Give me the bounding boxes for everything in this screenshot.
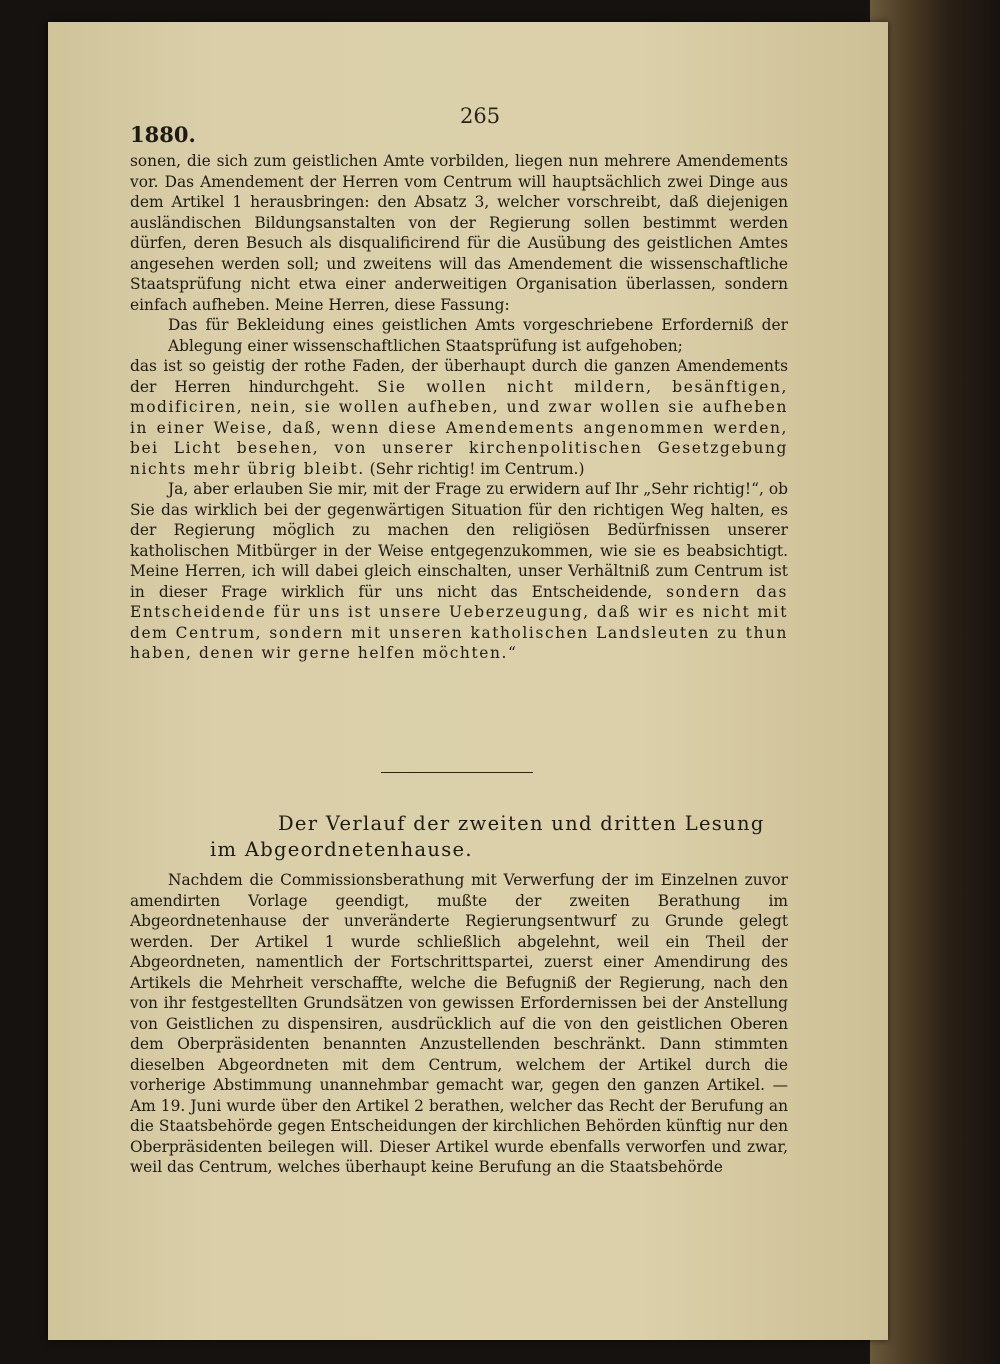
emphasized-text: Sie wollen nicht mildern, besänftigen, modificiren, nein, sie wollen aufheben, und zwar wollen sie aufheben in einer Weise, daß, wenn diese Amendements angenommen werden, bei Licht besehen, von unserer kirchenpolitischen Gesetzgebung nichts mehr übrig bleibt. [130, 377, 788, 478]
page-number: 265 [460, 104, 501, 128]
interjection: (Sehr richtig! im Centrum.) [369, 459, 585, 478]
emphasized-text: sondern das Entscheidende für uns ist unsere Ueberzeugung, daß wir es nicht mit dem Centrum, sondern mit unseren katholischen Landsleuten zu thun haben, denen wir gerne helfen möchten.“ [130, 582, 788, 662]
paragraph: Nachdem die Commissionsberathung mit Verwerfung der im Einzelnen zuvor amendirten Vorlage geendigt, mußte der zweiten Berathung im Abgeordnetenhause der unveränderte Regierungsentwurf zu Grunde gelegt werden. Der Artikel 1 wurde schließlich abgelehnt, weil ein Theil der Abgeordneten, namentlich der Fortschrittspartei, zuerst einer Amendirung des Artikels die Mehrheit verschaffte, welche die Befugniß der Regierung, nach den von ihr festgestellten Grundsätzen von gewissen Erfordernissen bei der Anstellung von Geistlichen zu dispensiren, ausdrücklich auf die von den geistlichen Oberen dem Oberpräsidenten benannten Anzustellenden beschränkt. Dann stimmten dieselben Abgeordneten mit dem Centrum, welchem der Artikel durch die vorherige Abstimmung unannehmbar gemacht war, gegen den ganzen Artikel. — Am 19. Juni wurde über den Artikel 2 berathen, welcher das Recht der Berufung an die Staatsbehörde gegen Entscheidungen der kirchlichen Behörden künftig nur den Oberpräsidenten beilegen will. Dieser Artikel wurde ebenfalls verworfen und zwar, weil das Centrum, welches überhaupt keine Berufung an die Staatsbehörde [130, 871, 788, 1176]
paragraph [130, 479, 788, 664]
heading-line: Der Verlauf der zweiten und dritten Lesung [278, 812, 765, 835]
section-divider [381, 772, 533, 773]
running-head-year: 1880. [130, 122, 196, 147]
narrative-text-block [130, 870, 788, 1178]
quoted-provision: Das für Bekleidung eines geistlichen Amts vorgeschriebene Erforderniß der Ablegung einer wissenschaftlichen Staatsprüfung ist aufgehoben; [168, 316, 788, 355]
paragraph [130, 356, 788, 479]
book-spine [870, 0, 1000, 1364]
paragraph-part: Ja, aber erlauben Sie mir, mit der Frage zu erwidern auf Ihr „Sehr richtig!“, ob Sie das wirklich bei der gegenwärtigen Situation für den richtigen Weg halten, es der Regierung möglich zu machen den religiösen Bedürfnissen unserer katholischen Mitbürger in der Weise entgegenzukommen, wie sie es beabsichtigt. Meine Herren, ich will dabei gleich einschalten, unser Verhältniß zum Centrum ist in dieser Frage wirklich für uns nicht das Entscheidende, [130, 480, 788, 601]
book-page [48, 22, 888, 1340]
paragraph-part: das ist so geistig der rothe Faden, der überhaupt durch die ganzen Amendements der Herren hindurchgeht. [130, 357, 788, 396]
section-heading [210, 811, 770, 863]
paragraph: sonen, die sich zum geistlichen Amte vorbilden, liegen nun mehrere Amendements vor. Das Amendement der Herren vom Centrum will hauptsächlich zwei Dinge aus dem Artikel 1 herausbringen: den Absatz 3, welcher vorschreibt, daß diejenigen ausländischen Bildungsanstalten von der Regierung sollen bestimmt werden dürfen, deren Besuch als disqualificirend für die Ausübung des geistlichen Amtes angesehen werden soll; und zweitens will das Amendement die wissenschaftliche Staatsprüfung nicht etwa einer anderweitigen Organisation überlassen, sondern einfach aufheben. Meine Herren, diese Fassung: [130, 152, 788, 314]
speech-text-block [130, 151, 788, 664]
heading-line: im Abgeordnetenhause. [210, 838, 473, 861]
